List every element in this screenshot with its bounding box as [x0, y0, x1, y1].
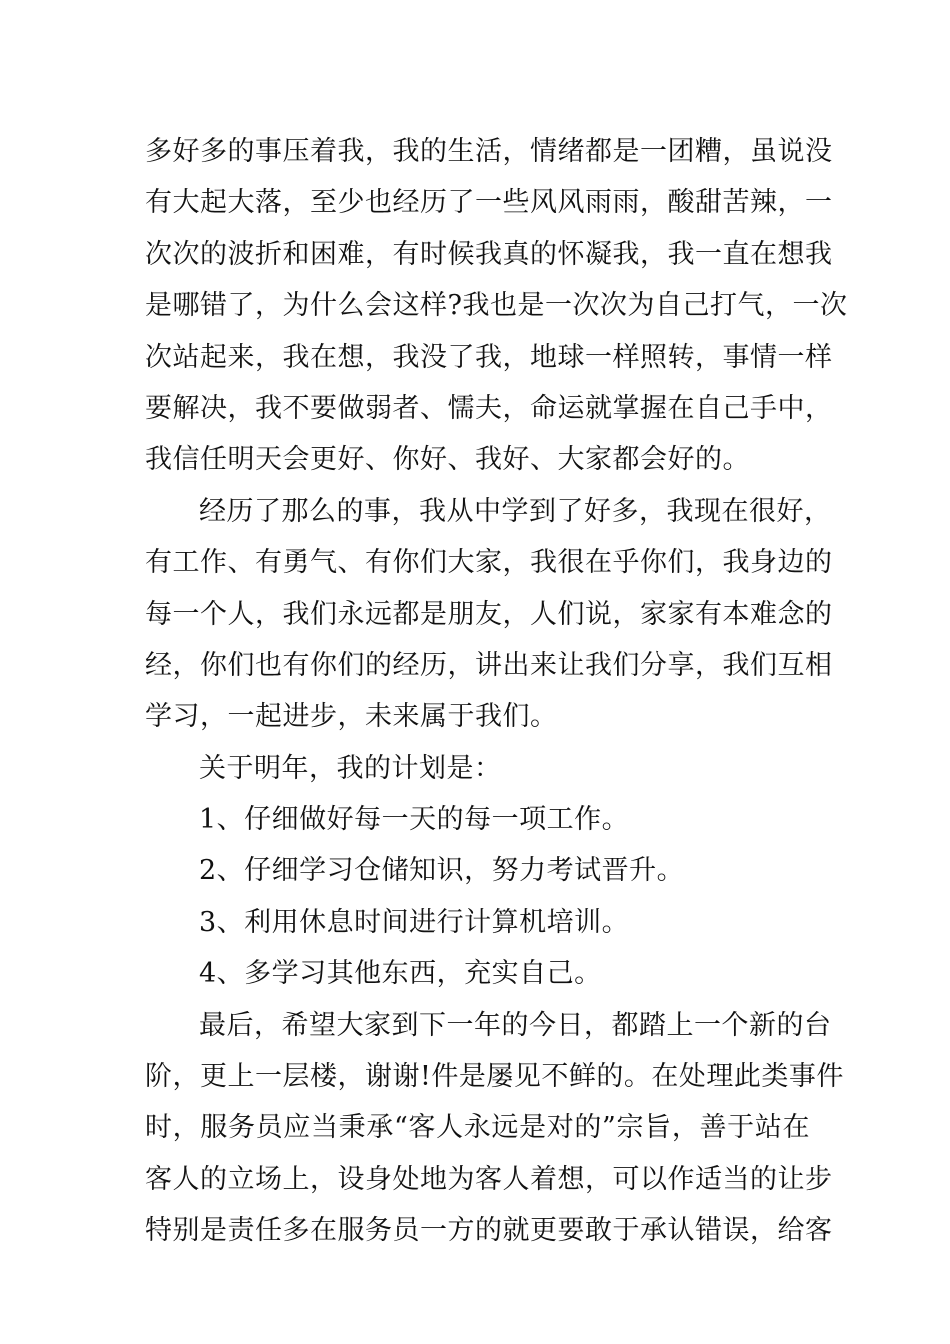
text-line: 要解决，我不要做弱者、懦夫，命运就掌握在自己手中，: [145, 392, 833, 424]
text-line: 次站起来，我在想，我没了我，地球一样照转，事情一样: [145, 341, 833, 373]
plan-item: 4、多学习其他东西，充实自己。: [199, 958, 602, 990]
text-line: 时，服务员应当秉承“客人永远是对的”宗旨，善于站在: [145, 1112, 810, 1144]
text-line: 是哪错了，为什么会这样?我也是一次次为自己打气，一次: [145, 290, 848, 322]
paragraph-start-line: 经历了那么的事，我从中学到了好多，我现在很好，: [199, 495, 832, 527]
text-line: 学习，一起进步，未来属于我们。: [145, 701, 558, 733]
text-line: 我信任明天会更好、你好、我好、大家都会好的。: [145, 444, 750, 476]
text-line: 客人的立场上，设身处地为客人着想，可以作适当的让步: [145, 1163, 833, 1195]
text-line: 次次的波折和困难，有时候我真的怀凝我，我一直在想我: [145, 238, 833, 270]
plan-item: 1、仔细做好每一天的每一项工作。: [199, 804, 630, 836]
text-line: 多好多的事压着我，我的生活，情绪都是一团糟，虽说没: [145, 136, 833, 167]
plan-item: 2、仔细学习仓储知识，努力考试晋升。: [199, 855, 685, 887]
text-line: 经，你们也有你们的经历，讲出来让我们分享，我们互相: [145, 649, 833, 681]
body-text: [145, 130, 848, 1261]
plan-heading: 关于明年，我的计划是：: [199, 752, 502, 784]
plan-item: 3、利用休息时间进行计算机培训。: [199, 906, 630, 938]
text-line: 特别是责任多在服务员一方的就更要敢于承认错误，给客: [145, 1215, 833, 1247]
text-line: 阶，更上一层楼，谢谢!件是屡见不鲜的。在处理此类事件: [145, 1061, 844, 1093]
text-line: 有大起大落，至少也经历了一些风风雨雨，酸甜苦辣，一: [145, 187, 833, 219]
text-line: 有工作、有勇气、有你们大家，我很在乎你们，我身边的: [145, 547, 833, 579]
text-line: 每一个人，我们永远都是朋友，人们说，家家有本难念的: [145, 598, 833, 630]
paragraph-start-line: 最后，希望大家到下一年的今日，都踏上一个新的台: [199, 1009, 832, 1041]
